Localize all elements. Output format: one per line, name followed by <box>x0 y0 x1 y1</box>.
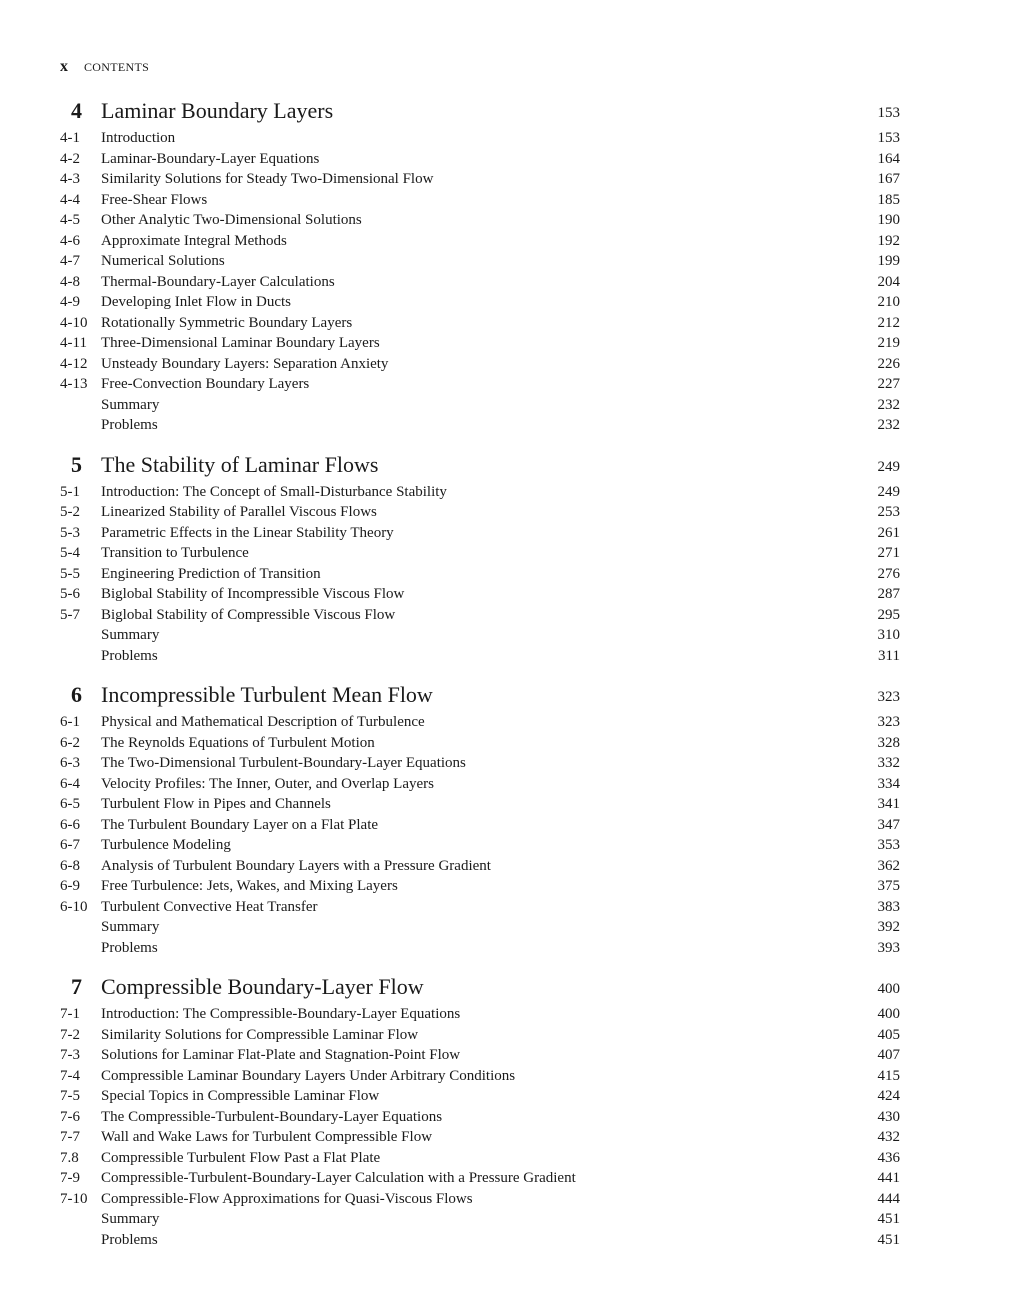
section-number: 6-2 <box>60 734 80 751</box>
section-page: 430 <box>877 1108 900 1125</box>
section-title: Approximate Integral Methods <box>101 232 287 249</box>
toc-entry[interactable] <box>0 415 1020 436</box>
chapter-page: 153 <box>877 105 900 121</box>
section-number: 7-5 <box>60 1088 80 1104</box>
section-title: Summary <box>101 396 160 413</box>
toc-entry[interactable] <box>0 938 1020 959</box>
chapter-heading[interactable] <box>0 96 1020 128</box>
section-title: Engineering Prediction of Transition <box>101 565 321 582</box>
toc-entry[interactable] <box>0 753 1020 774</box>
section-number: 4-9 <box>60 294 80 310</box>
section-page: 393 <box>877 939 900 956</box>
section-number: 7-7 <box>60 1129 80 1145</box>
section-title: Introduction: The Compressible-Boundary-Layer Equations <box>101 1006 461 1022</box>
section-title: Compressible Laminar Boundary Layers Under Arbitrary Conditions <box>101 1067 516 1084</box>
chapter-title: Laminar Boundary Layers <box>101 98 334 123</box>
section-title: Linearized Stability of Parallel Viscous Flows <box>101 504 377 520</box>
section-number: 7-4 <box>60 1067 80 1084</box>
section-page: 190 <box>877 212 900 228</box>
toc-entry[interactable] <box>0 1168 1020 1189</box>
toc-entry[interactable] <box>0 313 1020 334</box>
toc-entry[interactable] <box>0 1025 1020 1046</box>
section-title: Numerical Solutions <box>101 253 225 269</box>
section-page: 436 <box>877 1149 900 1166</box>
toc-entry[interactable] <box>0 1148 1020 1169</box>
toc-entry[interactable] <box>0 502 1020 523</box>
section-title: Introduction <box>101 130 176 146</box>
section-number: 4-12 <box>60 355 88 372</box>
section-page: 164 <box>877 150 900 167</box>
chapter-title: Incompressible Turbulent Mean Flow <box>101 682 433 707</box>
toc-entry[interactable] <box>0 272 1020 293</box>
section-title: Analysis of Turbulent Boundary Layers with a Pressure Gradient <box>101 857 491 874</box>
section-number: 6-6 <box>60 816 80 833</box>
toc-entry[interactable] <box>0 251 1020 272</box>
toc-entry[interactable] <box>0 231 1020 252</box>
section-number: 4-4 <box>60 191 80 208</box>
section-page: 227 <box>877 376 900 392</box>
section-title: Problems <box>101 939 158 956</box>
section-page: 405 <box>877 1026 900 1043</box>
section-title: Problems <box>101 647 158 664</box>
section-title: Rotationally Symmetric Boundary Layers <box>101 314 353 331</box>
section-title: Thermal-Boundary-Layer Calculations <box>101 273 335 290</box>
chapter-page: 323 <box>877 689 900 705</box>
toc-entry[interactable] <box>0 646 1020 667</box>
toc-entry[interactable] <box>0 333 1020 354</box>
chapter-section <box>0 450 1020 667</box>
section-number: 5-3 <box>60 524 80 541</box>
section-page: 253 <box>877 504 900 520</box>
section-page: 407 <box>877 1047 900 1063</box>
section-page: 392 <box>877 919 900 935</box>
section-number: 5-7 <box>60 606 80 623</box>
section-page: 444 <box>877 1190 900 1207</box>
chapter-section <box>0 96 1020 436</box>
toc-entry[interactable] <box>0 210 1020 231</box>
section-page: 261 <box>877 524 900 541</box>
section-page: 334 <box>877 775 900 792</box>
section-page: 271 <box>877 545 900 561</box>
section-title: Compressible-Turbulent-Boundary-Layer Calculation with a Pressure Gradient <box>101 1170 576 1186</box>
section-number: 6-4 <box>60 775 80 792</box>
toc-entry[interactable] <box>0 1230 1020 1251</box>
section-title: Laminar-Boundary-Layer Equations <box>101 150 320 167</box>
section-page: 451 <box>877 1211 900 1227</box>
section-page: 400 <box>877 1006 900 1022</box>
section-page: 199 <box>877 253 900 269</box>
toc-entry[interactable] <box>0 169 1020 190</box>
section-number: 7-2 <box>60 1026 80 1043</box>
section-title: The Two-Dimensional Turbulent-Boundary-Layer Equations <box>101 755 466 771</box>
toc-entry[interactable] <box>0 564 1020 585</box>
section-title: Parametric Effects in the Linear Stability Theory <box>101 524 394 541</box>
section-number: 4-13 <box>60 376 88 392</box>
section-number: 4-3 <box>60 171 80 187</box>
section-page: 232 <box>877 396 900 413</box>
toc-entry[interactable] <box>0 856 1020 877</box>
section-page: 341 <box>877 796 900 812</box>
section-title: Free Turbulence: Jets, Wakes, and Mixing Layers <box>101 878 398 894</box>
section-page: 167 <box>877 171 900 187</box>
section-title: Biglobal Stability of Compressible Viscous Flow <box>101 606 396 623</box>
section-title: Summary <box>101 1211 160 1227</box>
section-title: Compressible Turbulent Flow Past a Flat Plate <box>101 1149 381 1166</box>
section-title: Transition to Turbulence <box>101 545 249 561</box>
section-page: 310 <box>877 627 900 643</box>
toc-entry[interactable] <box>0 605 1020 626</box>
section-title: Solutions for Laminar Flat-Plate and Stagnation-Point Flow <box>101 1047 461 1063</box>
toc-entry[interactable] <box>0 292 1020 313</box>
section-page: 328 <box>877 734 900 751</box>
section-page: 232 <box>877 417 900 433</box>
toc-entry[interactable] <box>0 815 1020 836</box>
toc-entry[interactable] <box>0 876 1020 897</box>
section-number: 7-3 <box>60 1047 80 1063</box>
section-page: 375 <box>877 878 900 894</box>
section-page: 192 <box>877 232 900 249</box>
toc-entry[interactable] <box>0 1004 1020 1025</box>
toc-entry[interactable] <box>0 794 1020 815</box>
section-page: 383 <box>877 898 900 915</box>
toc-entry[interactable] <box>0 543 1020 564</box>
chapter-section <box>0 972 1020 1250</box>
section-number: 5-2 <box>60 504 80 520</box>
section-number: 4-1 <box>60 130 80 146</box>
running-head <box>60 58 149 78</box>
section-page: 347 <box>877 816 900 833</box>
section-number: 5-4 <box>60 545 80 561</box>
toc-entry[interactable] <box>0 1189 1020 1210</box>
toc-entry[interactable] <box>0 1045 1020 1066</box>
section-page: 219 <box>877 335 900 351</box>
chapter-number: 4 <box>71 98 82 123</box>
section-title: Turbulence Modeling <box>101 837 231 853</box>
section-title: Biglobal Stability of Incompressible Viscous Flow <box>101 586 405 602</box>
section-title: Introduction: The Concept of Small-Disturbance Stability <box>101 483 447 500</box>
table-of-contents <box>0 96 1020 1264</box>
toc-entry[interactable] <box>0 774 1020 795</box>
section-title: Wall and Wake Laws for Turbulent Compressible Flow <box>101 1129 433 1145</box>
section-title: Summary <box>101 627 160 643</box>
section-title: Summary <box>101 919 160 935</box>
page-folio: x <box>60 58 68 75</box>
section-number: 4-6 <box>60 232 80 249</box>
section-title: Developing Inlet Flow in Ducts <box>101 294 291 310</box>
toc-entry[interactable] <box>0 625 1020 646</box>
section-number: 6-9 <box>60 878 80 894</box>
section-title: Three-Dimensional Laminar Boundary Layers <box>101 335 380 351</box>
chapter-heading[interactable] <box>0 972 1020 1004</box>
toc-entry[interactable] <box>0 897 1020 918</box>
toc-entry[interactable] <box>0 1086 1020 1107</box>
toc-entry[interactable] <box>0 128 1020 149</box>
section-number: 6-8 <box>60 857 80 874</box>
chapter-number: 6 <box>71 682 82 707</box>
section-number: 4-5 <box>60 212 80 228</box>
toc-entry[interactable] <box>0 1127 1020 1148</box>
section-title: Turbulent Convective Heat Transfer <box>101 898 318 915</box>
section-title: Unsteady Boundary Layers: Separation Anxiety <box>101 355 389 372</box>
section-page: 287 <box>877 586 900 602</box>
section-page: 311 <box>878 647 900 664</box>
section-number: 6-1 <box>60 714 80 730</box>
chapter-number: 5 <box>71 451 82 477</box>
section-number: 4-8 <box>60 273 80 290</box>
chapter-heading[interactable] <box>0 450 1020 482</box>
section-page: 362 <box>877 857 900 874</box>
section-page: 415 <box>877 1067 900 1084</box>
section-page: 204 <box>877 273 900 290</box>
section-number: 5-1 <box>60 483 80 500</box>
section-title: Similarity Solutions for Steady Two-Dimensional Flow <box>101 171 434 187</box>
section-title: Compressible-Flow Approximations for Quasi-Viscous Flows <box>101 1190 473 1207</box>
toc-entry[interactable] <box>0 584 1020 605</box>
section-title: Special Topics in Compressible Laminar Flow <box>101 1088 380 1104</box>
running-head-title: CONTENTS <box>84 60 150 74</box>
section-number: 7.8 <box>60 1149 79 1166</box>
section-number: 6-5 <box>60 796 80 812</box>
section-number: 4-2 <box>60 150 80 167</box>
section-page: 210 <box>877 294 900 310</box>
section-page: 451 <box>877 1231 900 1248</box>
toc-entry[interactable] <box>0 1107 1020 1128</box>
toc-entry[interactable] <box>0 1209 1020 1230</box>
toc-entry[interactable] <box>0 482 1020 503</box>
section-page: 332 <box>877 755 900 771</box>
section-number: 5-6 <box>60 586 80 602</box>
chapter-title: Compressible Boundary-Layer Flow <box>101 974 424 999</box>
section-number: 7-6 <box>60 1108 80 1125</box>
toc-entry[interactable] <box>0 835 1020 856</box>
toc-entry[interactable] <box>0 712 1020 733</box>
section-page: 276 <box>877 565 900 582</box>
section-page: 441 <box>877 1170 900 1186</box>
toc-entry[interactable] <box>0 733 1020 754</box>
section-title: Similarity Solutions for Compressible Laminar Flow <box>101 1026 419 1043</box>
toc-entry[interactable] <box>0 354 1020 375</box>
section-page: 353 <box>877 837 900 853</box>
section-page: 153 <box>877 130 900 146</box>
toc-entry[interactable] <box>0 149 1020 170</box>
section-page: 323 <box>877 714 900 730</box>
section-title: Problems <box>101 417 158 433</box>
section-number: 4-7 <box>60 253 80 269</box>
section-number: 7-10 <box>60 1190 88 1207</box>
section-page: 249 <box>877 483 900 500</box>
chapter-page: 249 <box>877 458 900 475</box>
section-page: 424 <box>877 1088 900 1104</box>
section-title: The Turbulent Boundary Layer on a Flat Plate <box>101 816 379 833</box>
toc-entry[interactable] <box>0 523 1020 544</box>
toc-entry[interactable] <box>0 917 1020 938</box>
chapter-page: 400 <box>877 981 900 997</box>
section-page: 185 <box>877 191 900 208</box>
chapter-section <box>0 680 1020 958</box>
section-number: 7-1 <box>60 1006 80 1022</box>
chapter-number: 7 <box>71 974 82 999</box>
toc-entry[interactable] <box>0 374 1020 395</box>
section-number: 4-11 <box>60 335 87 351</box>
section-title: The Compressible-Turbulent-Boundary-Layer Equations <box>101 1108 443 1125</box>
section-page: 212 <box>877 314 900 331</box>
section-number: 5-5 <box>60 565 80 582</box>
toc-entry[interactable] <box>0 1066 1020 1087</box>
toc-entry[interactable] <box>0 190 1020 211</box>
section-title: Turbulent Flow in Pipes and Channels <box>101 796 331 812</box>
toc-entry[interactable] <box>0 395 1020 416</box>
section-number: 6-10 <box>60 898 88 915</box>
section-title: Other Analytic Two-Dimensional Solutions <box>101 212 362 228</box>
chapter-title: The Stability of Laminar Flows <box>101 451 379 477</box>
section-number: 6-3 <box>60 755 80 771</box>
section-title: Problems <box>101 1231 158 1248</box>
section-page: 295 <box>877 606 900 623</box>
section-title: Free-Shear Flows <box>101 191 208 208</box>
section-title: Velocity Profiles: The Inner, Outer, and Overlap Layers <box>101 775 434 792</box>
chapter-heading[interactable] <box>0 680 1020 712</box>
section-number: 7-9 <box>60 1170 80 1186</box>
section-number: 4-10 <box>60 314 88 331</box>
section-title: Free-Convection Boundary Layers <box>101 376 310 392</box>
section-title: The Reynolds Equations of Turbulent Motion <box>101 734 375 751</box>
section-page: 226 <box>877 355 900 372</box>
section-title: Physical and Mathematical Description of Turbulence <box>101 714 425 730</box>
section-number: 6-7 <box>60 837 80 853</box>
section-page: 432 <box>877 1129 900 1145</box>
